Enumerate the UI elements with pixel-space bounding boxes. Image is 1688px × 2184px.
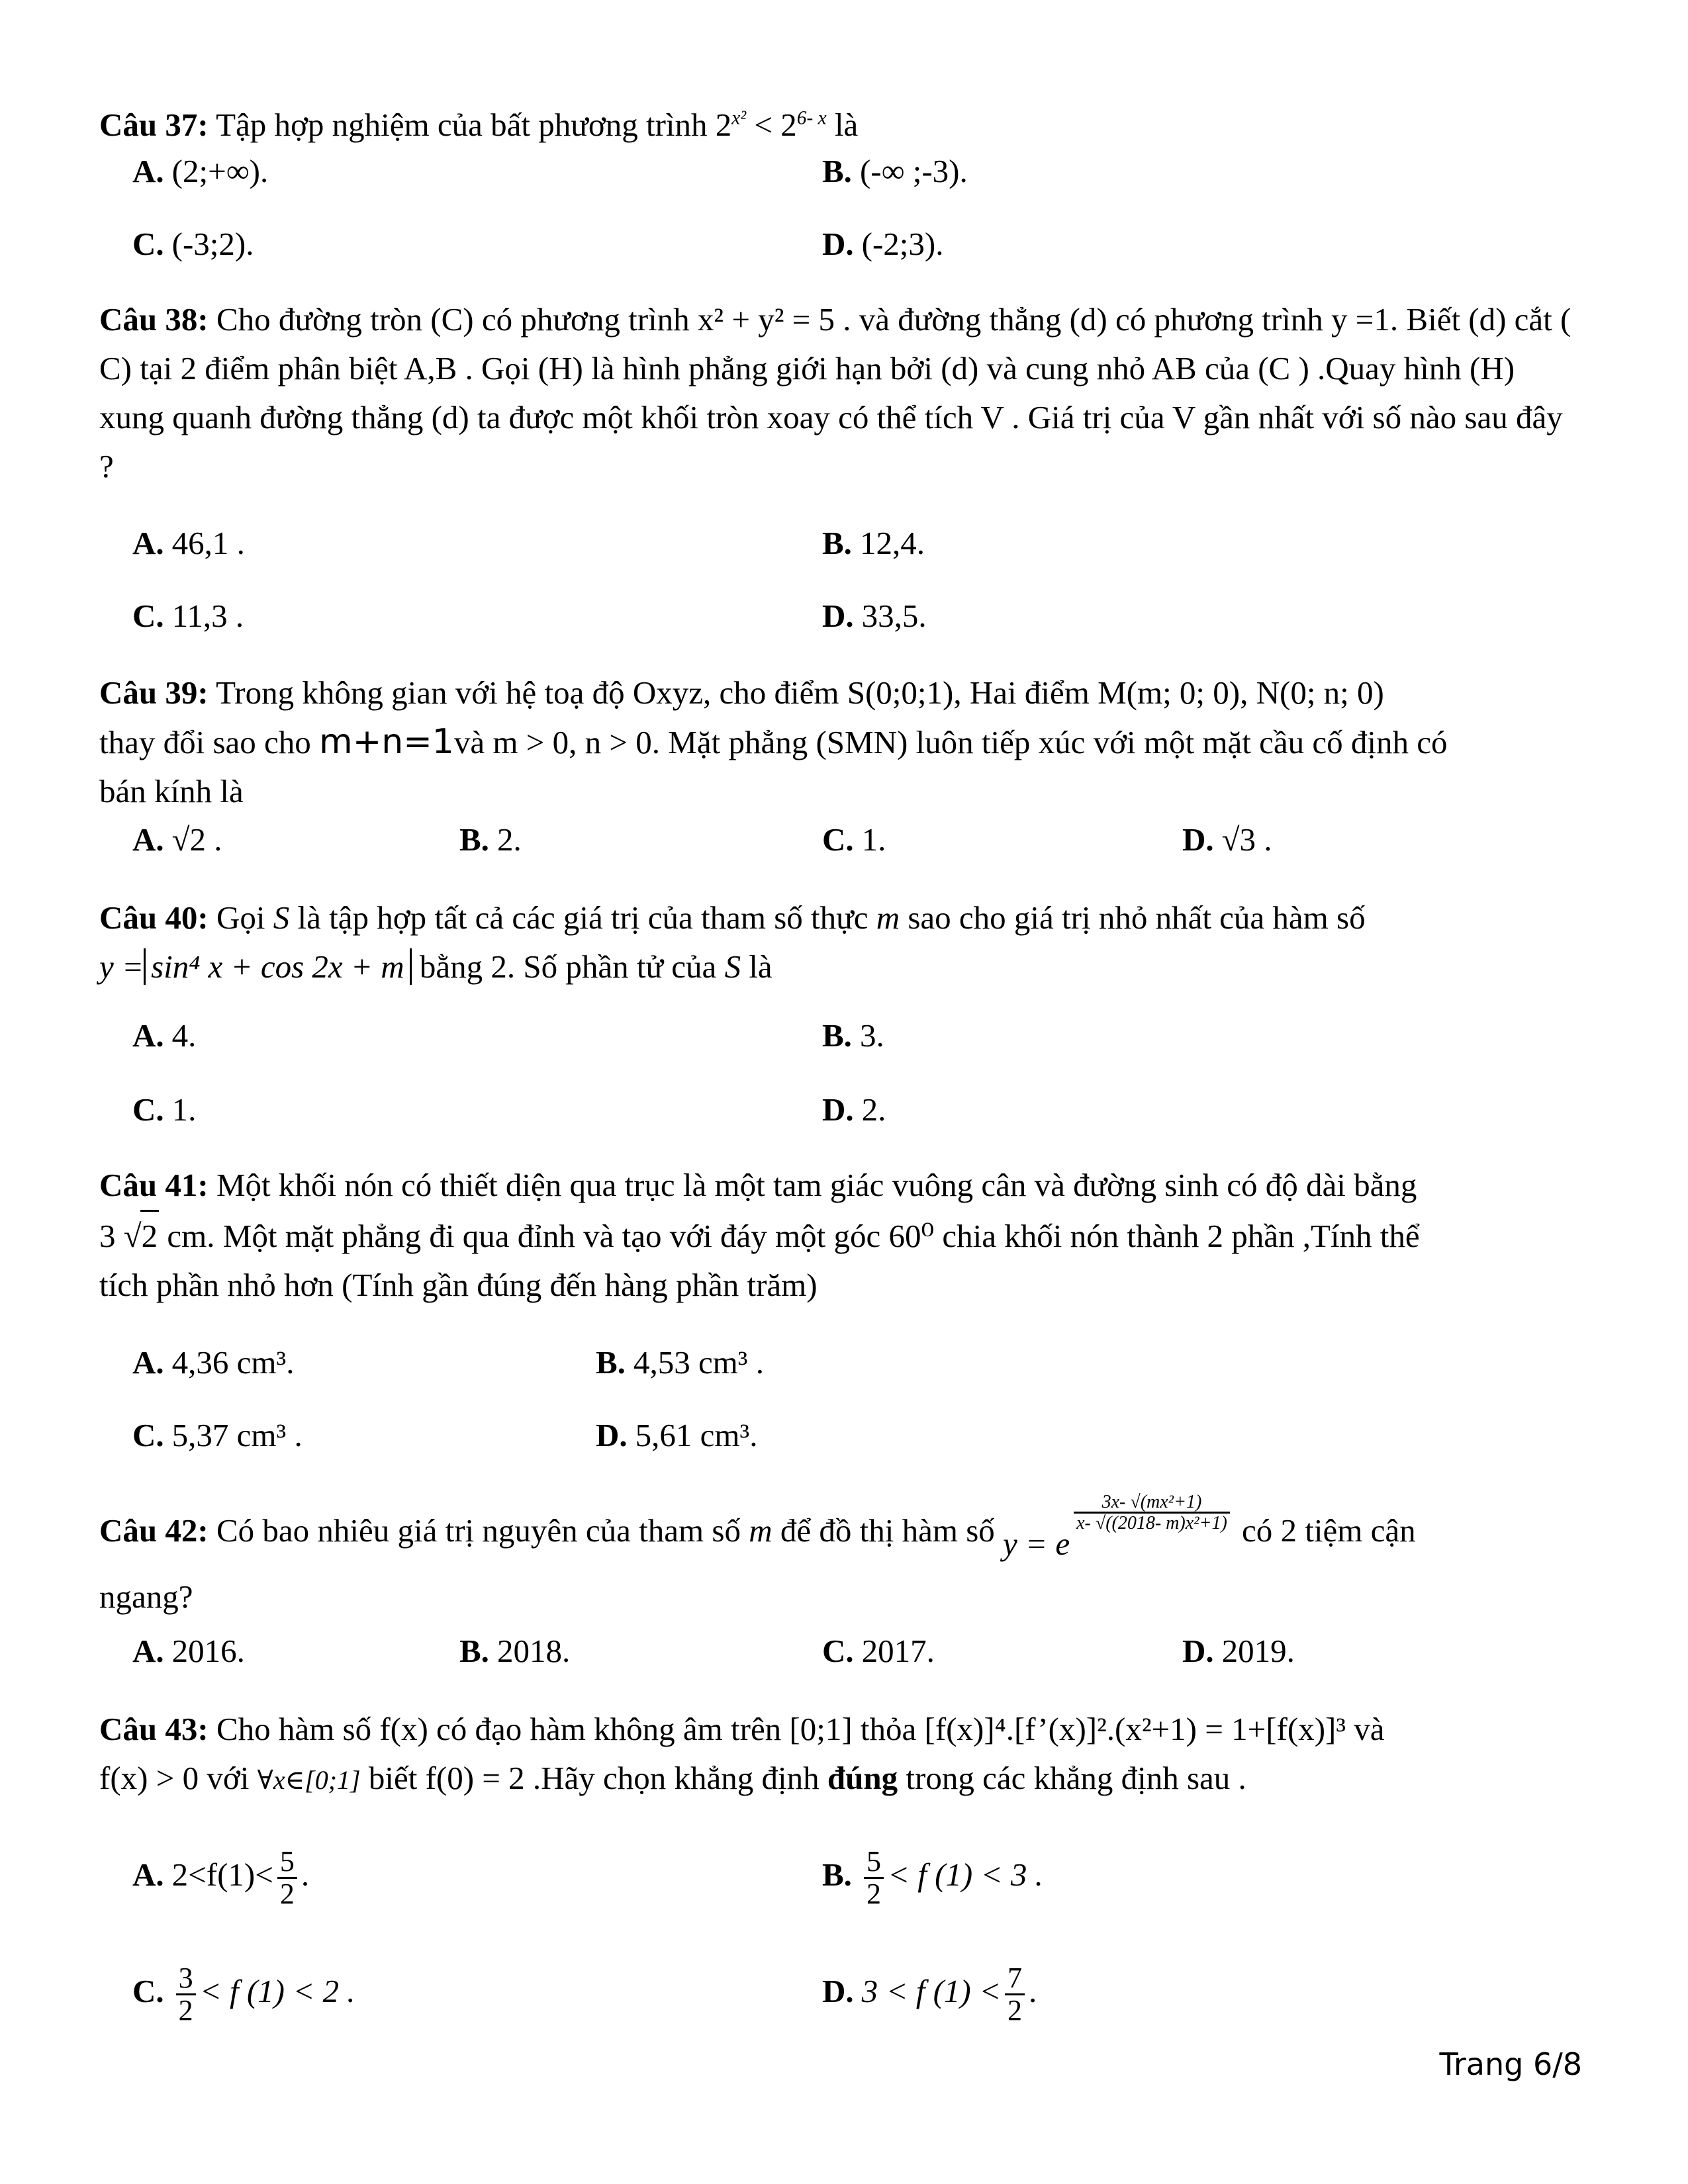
option-b[interactable]: B. 4,53 cm³ . (596, 1344, 764, 1381)
question-40 (99, 893, 1582, 991)
option-c[interactable]: C. 11,3 . (132, 598, 244, 634)
option-c[interactable]: C. (-3;2). (132, 226, 254, 262)
question-43-stem: Câu 43: Cho hàm số f(x) có đạo hàm không âm trên [0;1] thỏa [f(x)]⁴.[f’(x)]².(x²+1) = 1+[f(x)]³ và f(x) > 0 với ∀x∈[0;1] biết f(0) = 2 .Hãy chọn khẳng định đúng trong các khẳng định sau . (99, 1711, 1385, 1796)
question-42-label: Câu 42: (99, 1512, 209, 1549)
abs-expression: sin⁴ x + cos 2x + m (144, 948, 412, 985)
question-38 (99, 295, 1582, 491)
option-d[interactable]: D. 2. (822, 1091, 886, 1128)
question-43-label: Câu 43: (99, 1711, 209, 1747)
inequality: $2^{x^2} < 2^{6- x}$ (715, 107, 827, 143)
option-a[interactable]: A. (2;+∞). (132, 153, 269, 189)
question-38-stem: Câu 38: Cho đường tròn (C) có phương trình x² + y² = 5 . và đường thẳng (d) có phương trình y =1. Biết (d) cắt ( C) tại 2 điểm phân biệt A,B . Gọi (H) là hình phẳng giới hạn bởi (d) và cung nhỏ AB của (C ) .Quay hình (H) xung quanh đường thẳng (d) ta được một khối tròn xoay có thể tích V . Giá trị của V gần nhất với số nào sau đây ? (99, 301, 1571, 484)
option-c[interactable]: C. 2017. (822, 1633, 935, 1669)
question-40-label: Câu 40: (99, 899, 209, 936)
question-38-label: Câu 38: (99, 301, 209, 338)
option-a[interactable]: A. 4,36 cm³. (132, 1344, 295, 1381)
option-b[interactable]: B. $\frac{5}{2}$ < f (1) < 3 . (822, 1845, 1043, 1911)
option-b[interactable]: B. 2. (459, 821, 522, 858)
option-b[interactable]: B. (-∞ ;-3). (822, 153, 968, 189)
question-43 (99, 1705, 1582, 1805)
option-d[interactable]: D. √3 . (1182, 821, 1272, 858)
question-37-label: Câu 37: (99, 107, 209, 143)
option-a[interactable]: A. 2<f(1)< $\frac{5}{2}$ . (132, 1845, 310, 1911)
question-40-stem: Câu 40: Gọi S là tập hợp tất cả các giá trị của tham số thực m sao cho giá trị nhỏ nhất của hàm số y = sin⁴ x + cos 2x + m bằng 2. Số phần tử của S là (99, 899, 1366, 985)
option-d[interactable]: D. 3 < f (1) < $\frac{7}{2}$ . (822, 1962, 1037, 2027)
question-41-label: Câu 41: (99, 1167, 209, 1203)
question-41-stem: Câu 41: Một khối nón có thiết diện qua trục là một tam giác vuông cân và đường sinh có độ dài bằng 3 √2 cm. Một mặt phẳng đi qua đỉnh và tạo với đáy một góc 60⁰ chia khối nón thành 2 phần ,Tính thể tích phần nhỏ hơn (Tính gần đúng đến hàng phần trăm) (99, 1167, 1420, 1303)
question-41 (99, 1161, 1582, 1310)
question-37 (99, 101, 1582, 150)
option-d[interactable]: D. 5,61 cm³. (596, 1417, 758, 1453)
option-a[interactable]: A. √2 . (132, 821, 222, 858)
question-39-label: Câu 39: (99, 674, 209, 711)
option-a[interactable]: A. 2016. (132, 1633, 245, 1669)
option-d[interactable]: D. 2019. (1182, 1633, 1295, 1669)
option-d[interactable]: D. 33,5. (822, 598, 927, 634)
question-39-stem: Câu 39: Trong không gian với hệ toạ độ Oxyz, cho điểm S(0;0;1), Hai điểm M(m; 0; 0), N(0; n; 0) thay đổi sao cho m+n=1và m > 0, n > 0. Mặt phẳng (SMN) luôn tiếp xúc với một mặt cầu cố định có bán kính là (99, 674, 1448, 809)
option-b[interactable]: B. 3. (822, 1017, 884, 1054)
question-39 (99, 668, 1582, 816)
option-b[interactable]: B. 12,4. (822, 525, 925, 561)
question-42 (99, 1491, 1582, 1621)
option-c[interactable]: C. 1. (132, 1091, 197, 1128)
option-c[interactable]: C. $\frac{3}{2}$ < f (1) < 2 . (132, 1962, 355, 2027)
exponential-function: y = e $\frac{\text{3x- √(mx²+1)}}{\text{x- √((2018- m)x²+1)}}$ (1003, 1525, 1242, 1562)
question-37-stem: Câu 37: Tập hợp nghiệm của bất phương trình $2^{x^2} < 2^{6- x}$ là (99, 107, 859, 143)
page-number: Trang 6/8 (1439, 2046, 1582, 2082)
option-b[interactable]: B. 2018. (459, 1633, 571, 1669)
option-c[interactable]: C. 1. (822, 821, 886, 858)
question-42-stem: Câu 42: Có bao nhiêu giá trị nguyên của tham số m để đồ thị hàm số y = e $\frac{\text{3x- √(mx²+1)}}{\text{x- √((2018- m)x²+1)}}$ có 2 tiệm cận ngang? (99, 1491, 1416, 1615)
option-c[interactable]: C. 5,37 cm³ . (132, 1417, 303, 1453)
option-a[interactable]: A. 46,1 . (132, 525, 245, 561)
option-d[interactable]: D. (-2;3). (822, 226, 944, 262)
option-a[interactable]: A. 4. (132, 1017, 197, 1054)
